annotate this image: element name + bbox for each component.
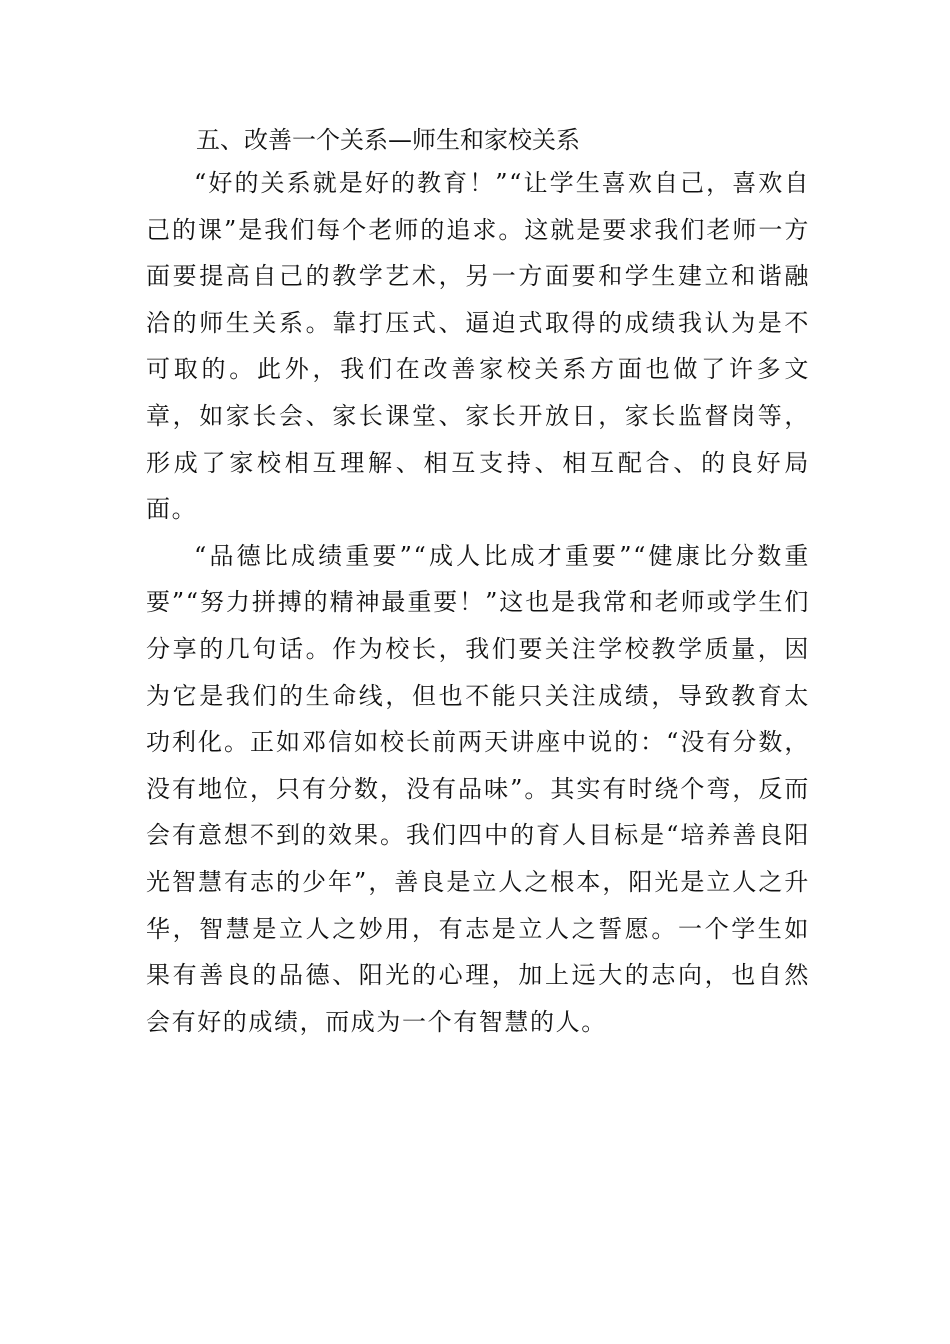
section-heading: 五、改善一个关系—师生和家校关系 <box>196 126 580 154</box>
document-body <box>146 120 810 1045</box>
paragraph-character-education: “品德比成绩重要”“成人比成才重要”“健康比分数重要”“努力拼搏的精神最重要！”这也是我常和老师或学生们分享的几句话。作为校长，我们要关注学校教学质量，因为它是我们的生命线，但也不能只关注成绩，导致教育太功利化。正如邓信如校长前两天讲座中说的：“没有分数，没有地位，只有分数，没有品味”。其实有时绕个弯，反而会有意想不到的效果。我们四中的育人目标是“培养善良阳光智慧有志的少年”，善良是立人之根本，阳光是立人之升华，智慧是立人之妙用，有志是立人之誓愿。一个学生如果有善良的品德、阳光的心理，加上远大的志向，也自然会有好的成绩，而成为一个有智慧的人。 <box>146 541 810 1036</box>
paragraph-relationships: “好的关系就是好的教育！”“让学生喜欢自己，喜欢自己的课”是我们每个老师的追求。这就是要求我们老师一方面要提高自己的教学艺术，另一方面要和学生建立和谐融洽的师生关系。靠打压式、逼迫式取得的成绩我认为是不可取的。此外，我们在改善家校关系方面也做了许多文章，如家长会、家长课堂、家长开放日，家长监督岗等，形成了家校相互理解、相互支持、相互配合、的良好局面。 <box>146 169 810 524</box>
